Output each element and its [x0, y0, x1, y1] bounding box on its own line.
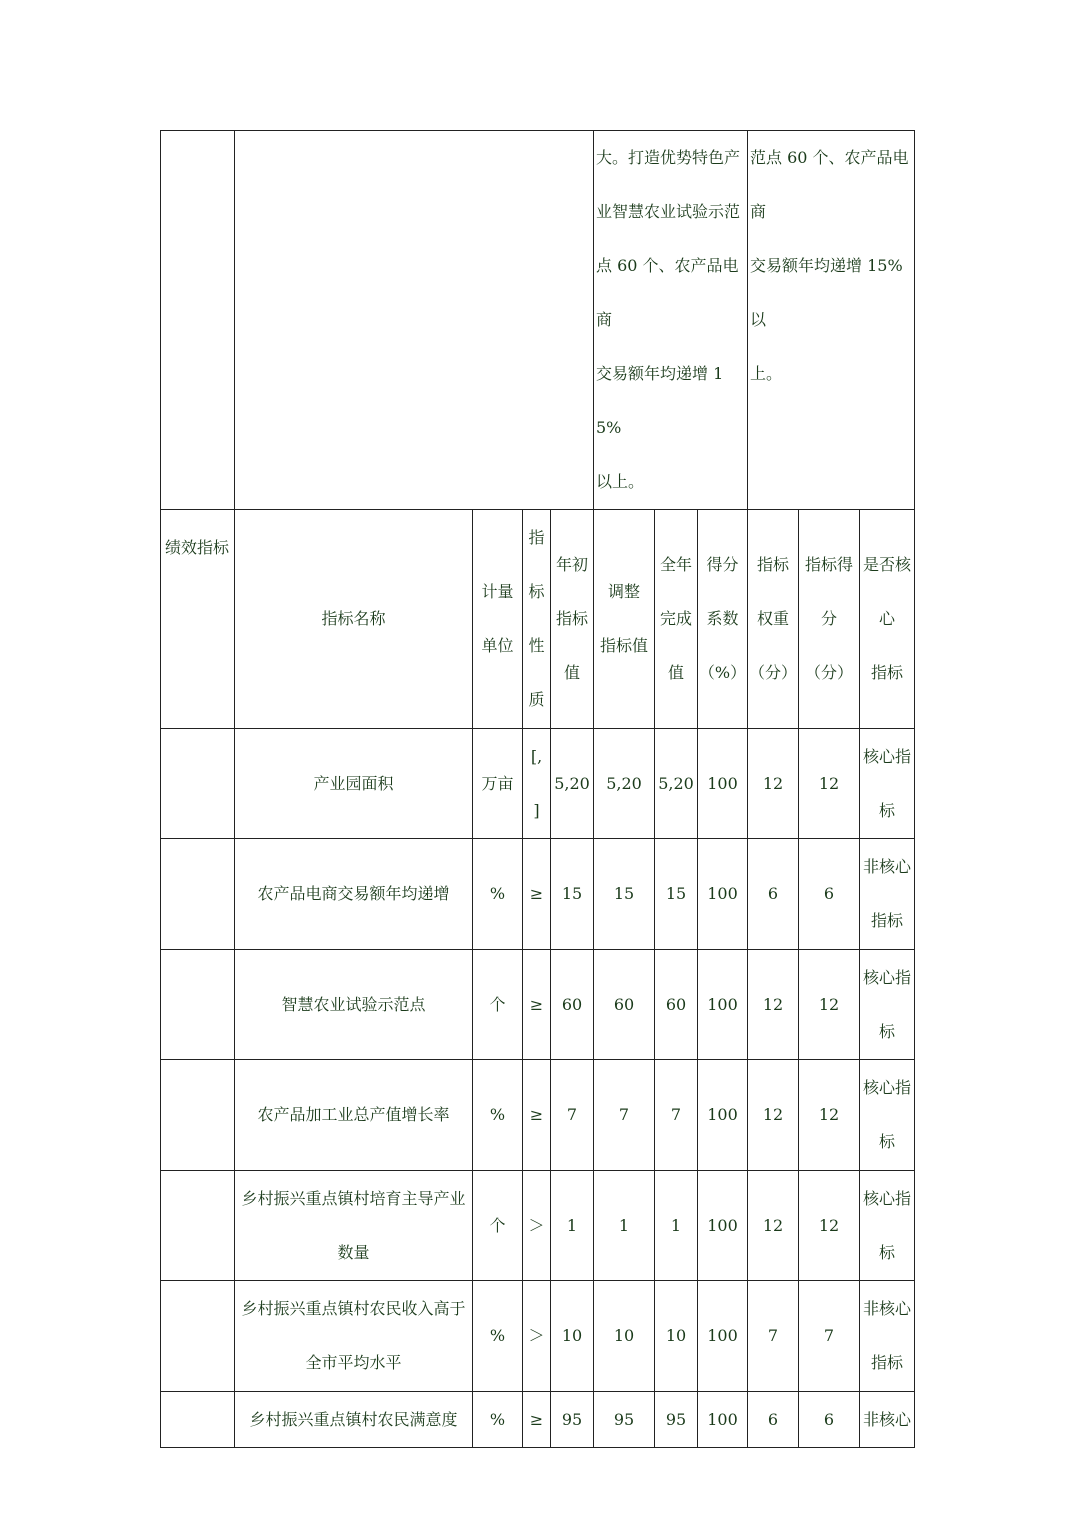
nature-cell	[523, 1392, 551, 1448]
table-row	[161, 839, 915, 950]
adjusted-cell	[594, 839, 655, 950]
cell-text: ＞	[528, 1326, 545, 1345]
row-blank-cell	[161, 1392, 235, 1448]
adjusted-cell	[594, 1392, 655, 1448]
adjusted-cell	[594, 1281, 655, 1392]
cell-text: 1	[566, 1215, 578, 1235]
header-coef	[698, 510, 748, 729]
text-line: 交易额年均递增 15%	[596, 364, 724, 437]
cell-text: 核心指	[863, 1078, 912, 1097]
cell-text: 60	[561, 994, 583, 1014]
core-cell	[860, 839, 915, 950]
cell-text: 10	[665, 1326, 687, 1345]
top-continuation-row	[161, 131, 915, 510]
weight-cell	[748, 950, 799, 1060]
adjusted-cell	[594, 1171, 655, 1281]
target-description-right	[748, 131, 915, 510]
indicator-name	[235, 1060, 473, 1171]
header-text: 标	[528, 582, 545, 601]
header-text: （分）	[748, 663, 797, 682]
weight-cell	[748, 1171, 799, 1281]
cell-text: 标	[879, 800, 896, 820]
cell-text: 12	[818, 773, 840, 793]
cell-text: 12	[818, 1105, 840, 1124]
cell-text: 核心指	[863, 1188, 912, 1208]
score-cell	[799, 1392, 860, 1448]
cell-text: 95	[665, 1409, 687, 1429]
unit-cell	[473, 729, 523, 839]
header-initial	[551, 510, 594, 729]
weight-cell	[748, 1060, 799, 1171]
completion-cell	[655, 1281, 698, 1392]
header-text: 是否核	[863, 555, 912, 574]
text-line: 点 60 个、农产品电商	[596, 256, 739, 329]
cell-text: 60	[665, 994, 687, 1014]
cell-text: 100	[707, 1215, 738, 1235]
text-line: 范点 60 个、农产品电商	[750, 148, 909, 221]
initial-cell	[551, 1281, 594, 1392]
cell-text: 全市平均水平	[305, 1353, 402, 1372]
unit-cell	[473, 1392, 523, 1448]
top-left-cell	[161, 131, 235, 510]
header-adjusted	[594, 510, 655, 729]
cell-text: ≥	[529, 1105, 544, 1124]
unit-cell	[473, 1060, 523, 1171]
score-cell	[799, 1281, 860, 1392]
header-text: 值	[563, 663, 580, 682]
table-row	[161, 1171, 915, 1281]
header-completion	[655, 510, 698, 729]
text-line: 上。	[750, 364, 783, 383]
header-row	[161, 510, 915, 729]
cell-text: 指标	[871, 1353, 904, 1372]
table-row	[161, 1392, 915, 1448]
header-text: 值	[667, 663, 684, 682]
score-cell	[799, 950, 860, 1060]
header-text: 权重	[756, 609, 789, 628]
row-blank-cell	[161, 839, 235, 950]
indicator-name	[235, 950, 473, 1060]
coef-cell	[698, 1060, 748, 1171]
text-line: 以上。	[596, 472, 645, 491]
cell-text: ≥	[529, 994, 544, 1014]
score-cell	[799, 839, 860, 950]
row-blank-cell	[161, 1281, 235, 1392]
cell-text: 5,20	[658, 773, 694, 793]
cell-text: 1	[618, 1215, 630, 1235]
header-text: 指标值	[599, 636, 648, 655]
cell-text: 60	[613, 994, 635, 1014]
coef-cell	[698, 1281, 748, 1392]
coef-cell	[698, 950, 748, 1060]
initial-cell	[551, 1171, 594, 1281]
header-text: 计量	[481, 582, 514, 601]
cell-text: 1	[670, 1215, 682, 1235]
coef-cell	[698, 1171, 748, 1281]
cell-text: ＞	[528, 1215, 545, 1235]
cell-text: 12	[762, 994, 784, 1014]
core-cell	[860, 729, 915, 839]
adjusted-cell	[594, 950, 655, 1060]
cell-text: 7	[566, 1105, 578, 1124]
row-blank-cell	[161, 729, 235, 839]
row-blank-cell	[161, 1171, 235, 1281]
core-cell	[860, 1392, 915, 1448]
cell-text: 100	[707, 773, 738, 793]
cell-text: 6	[823, 884, 835, 903]
coef-cell	[698, 839, 748, 950]
table-row	[161, 729, 915, 839]
cell-text: 12	[818, 1215, 840, 1235]
header-score	[799, 510, 860, 729]
header-text: 指标	[756, 555, 789, 574]
cell-text: 15	[561, 884, 583, 903]
cell-text: 指标	[871, 911, 904, 930]
cell-text: 6	[767, 884, 779, 903]
unit-cell	[473, 839, 523, 950]
core-cell	[860, 1060, 915, 1171]
cell-text: 95	[561, 1409, 583, 1429]
cell-text: 100	[707, 1326, 738, 1345]
cell-text: %	[489, 884, 506, 903]
cell-text: 标	[879, 1132, 896, 1151]
cell-text: 15	[665, 884, 687, 903]
header-text: 指标	[871, 663, 904, 682]
coef-cell	[698, 1392, 748, 1448]
nature-cell	[523, 950, 551, 1060]
initial-cell	[551, 729, 594, 839]
top-blank-cell	[235, 131, 594, 510]
performance-table	[160, 130, 915, 1448]
score-cell	[799, 729, 860, 839]
header-weight	[748, 510, 799, 729]
cell-text: 非核心	[863, 857, 912, 876]
cell-text: 10	[613, 1326, 635, 1345]
weight-cell	[748, 839, 799, 950]
cell-text: 10	[561, 1326, 583, 1345]
indicator-name	[235, 1392, 473, 1448]
cell-text: 乡村振兴重点镇村农民收入高于	[241, 1299, 466, 1318]
coef-cell	[698, 729, 748, 839]
cell-text: 5,20	[554, 773, 590, 793]
cell-text: 非核心	[863, 1299, 912, 1318]
header-text: （%）	[698, 663, 747, 682]
cell-text: %	[489, 1409, 506, 1429]
cell-text: 农产品加工业总产值增长率	[257, 1105, 450, 1124]
cell-text: 100	[707, 884, 738, 903]
indicator-name	[235, 729, 473, 839]
cell-text: 6	[823, 1409, 835, 1429]
completion-cell	[655, 1060, 698, 1171]
indicator-name	[235, 839, 473, 950]
cell-text: ≥	[529, 1409, 544, 1429]
header-text: 质	[528, 690, 545, 709]
nature-cell	[523, 1171, 551, 1281]
header-text: 完成	[659, 609, 692, 628]
table-row	[161, 950, 915, 1060]
completion-cell	[655, 839, 698, 950]
cell-text: 个	[489, 994, 506, 1014]
cell-text: 智慧农业试验示范点	[281, 994, 426, 1014]
row-blank-cell	[161, 1060, 235, 1171]
cell-text: 标	[879, 1021, 896, 1041]
header-core	[860, 510, 915, 729]
header-nature	[523, 510, 551, 729]
cell-text: 100	[707, 1409, 738, 1429]
cell-text: %	[489, 1326, 506, 1345]
header-text: （分）	[804, 663, 853, 682]
unit-cell	[473, 1171, 523, 1281]
initial-cell	[551, 1060, 594, 1171]
target-description-mid	[594, 131, 748, 510]
cell-text: 核心指	[863, 967, 912, 987]
cell-text: 12	[762, 1105, 784, 1124]
weight-cell	[748, 1392, 799, 1448]
cell-text: 7	[823, 1326, 835, 1345]
completion-cell	[655, 1392, 698, 1448]
initial-cell	[551, 1392, 594, 1448]
text-line: 大。打造优势特色产	[596, 148, 741, 167]
cell-text: 5,20	[606, 773, 642, 793]
nature-cell	[523, 839, 551, 950]
core-cell	[860, 950, 915, 1060]
text-line: 业智慧农业试验示范	[596, 202, 741, 221]
weight-cell	[748, 729, 799, 839]
weight-cell	[748, 1281, 799, 1392]
cell-text: %	[489, 1105, 506, 1124]
cell-text: ]	[533, 800, 540, 820]
cell-text: ≥	[529, 884, 544, 903]
cell-text: 乡村振兴重点镇村农民满意度	[249, 1409, 458, 1429]
header-text: 全年	[659, 555, 692, 574]
row-blank-cell	[161, 950, 235, 1060]
core-cell	[860, 1171, 915, 1281]
indicator-name	[235, 1171, 473, 1281]
header-text: 分	[820, 609, 837, 628]
adjusted-cell	[594, 1060, 655, 1171]
header-text: 得分	[706, 555, 739, 574]
header-text: 指标得	[804, 555, 853, 574]
score-cell	[799, 1060, 860, 1171]
cell-text: 农产品电商交易额年均递增	[257, 884, 450, 903]
cell-text: 7	[670, 1105, 682, 1124]
cell-text: 核心指	[863, 746, 912, 766]
cell-text: 100	[707, 1105, 738, 1124]
section-label-cell	[161, 510, 235, 729]
completion-cell	[655, 1171, 698, 1281]
table-row	[161, 1060, 915, 1171]
header-text: 单位	[481, 636, 514, 655]
header-name	[235, 510, 473, 729]
indicator-name	[235, 1281, 473, 1392]
cell-text: 7	[767, 1326, 779, 1345]
header-unit	[473, 510, 523, 729]
nature-cell	[523, 1060, 551, 1171]
adjusted-cell	[594, 729, 655, 839]
cell-text: [,	[530, 746, 543, 766]
cell-text: 乡村振兴重点镇村培育主导产业	[241, 1188, 466, 1208]
cell-text: 95	[613, 1409, 635, 1429]
header-text: 系数	[706, 609, 739, 628]
header-text: 调整	[607, 582, 640, 601]
header-text: 年初	[555, 555, 588, 574]
header-text: 指	[528, 528, 545, 547]
cell-text: 数量	[337, 1242, 370, 1262]
completion-cell	[655, 950, 698, 1060]
cell-text: 100	[707, 994, 738, 1014]
cell-text: 12	[818, 994, 840, 1014]
text-line: 交易额年均递增 15%以	[750, 256, 903, 329]
cell-text: 非核心	[863, 1409, 912, 1429]
header-text: 心	[879, 609, 896, 628]
cell-text: 标	[879, 1242, 896, 1262]
completion-cell	[655, 729, 698, 839]
cell-text: 12	[762, 1215, 784, 1235]
unit-cell	[473, 950, 523, 1060]
cell-text: 个	[489, 1215, 506, 1235]
unit-cell	[473, 1281, 523, 1392]
cell-text: 万亩	[481, 773, 514, 793]
cell-text: 产业园面积	[313, 773, 394, 793]
score-cell	[799, 1171, 860, 1281]
initial-cell	[551, 950, 594, 1060]
cell-text: 7	[618, 1105, 630, 1124]
cell-text: 15	[613, 884, 635, 903]
header-text: 指标	[555, 609, 588, 628]
nature-cell	[523, 1281, 551, 1392]
cell-text: 6	[767, 1409, 779, 1429]
initial-cell	[551, 839, 594, 950]
header-text: 指标名称	[321, 609, 386, 628]
table-row	[161, 1281, 915, 1392]
nature-cell	[523, 729, 551, 839]
core-cell	[860, 1281, 915, 1392]
section-label: 绩效指标	[165, 538, 230, 557]
header-text: 性	[528, 636, 545, 655]
cell-text: 12	[762, 773, 784, 793]
